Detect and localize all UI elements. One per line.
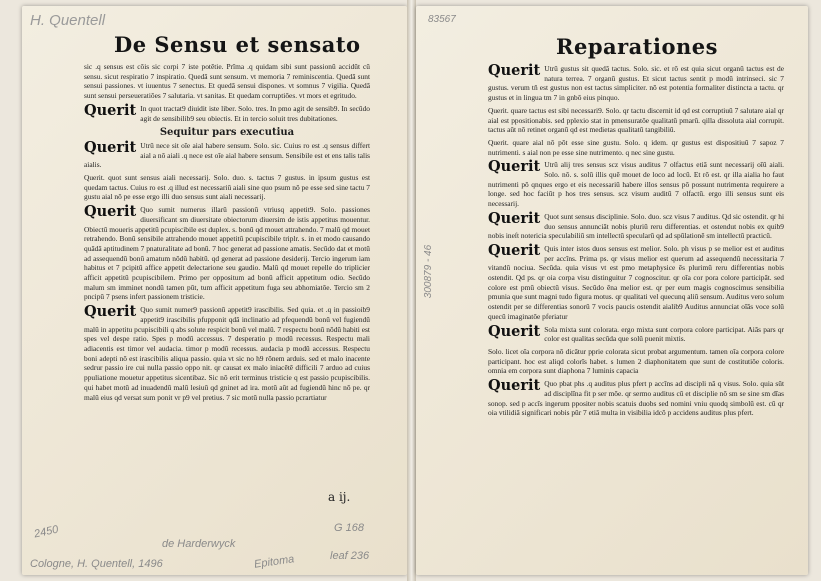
paragraph-text: Sola mixta sunt colorata. ergo mixta sunt corpora colore participat. Aiās pars qr color est qualitas secūda que solū puenit mixtis. bbox=[544, 324, 784, 344]
querit-initial: Querit bbox=[488, 377, 541, 395]
left-page bbox=[22, 6, 407, 575]
question-paragraph bbox=[84, 101, 370, 123]
querit-initial: Querit bbox=[488, 209, 541, 227]
querit-initial: Querit bbox=[84, 303, 137, 321]
paragraph-text: Solo. licet oīa corpora nō dicātur pprie colorata sicut probat argumentum. tamen oīa corpora colore participant. hoc est aliqd colorīs habet. s lumen 2 diaphonitatem que sunt de costitutiōe coloris. omnia em corpora sunt diaphona 7 luminis capacia bbox=[488, 346, 784, 376]
question-paragraph bbox=[84, 138, 370, 170]
paragraph-text: Quo sumit numer9 passionū appetit9 irascibilis. Sed quia. et .q in passioib9 appetit9 irascibilis pfupponit qdā inclinatio ad pfequendū bonū vel fugiendū malū in appetitu pcupiscibili q abs solute respicit bonū vel malū. 7 respectu bonū nōdū habiti est spes vel despe ratio. Spes p modū accessus. 7 desperatio p modū recessus. Respectu mali adiacentis est timor vel audacia. timor p modū recessus. audacia p modū accessus. Respectu boni adepti nō est irascibilis aliqua passio. quia vt sic no h9 rōnem arduis. sed et malo inacente sedrur passio ire cui nulla passio oppo nit. qr causat ex malo iniacētē difficili 7 arduo ad cuius ppuliatione mouetur appetitus sicentibaz. Sic nō erit terminus tristicie q est passio pcupiscibilis. qui habet motū ad inuadendū malū lesiuū qd gninet ad ira. motū aūt ad fugiendū hinc nō pe. qr malū eius qd versat sum ponit vr p9 vel pretius. 7 sic motū nulla passio pcrartiatur bbox=[84, 305, 370, 402]
paragraph-spacer bbox=[488, 418, 784, 421]
paragraph-text: sic .q sensus est cōis sic corpi 7 iste potētie. Prīma .q quidam sibi sunt passionū accidūt cū sensu. sicut respiratio 7 inspiratio. Quedā sunt sensum. vt memoria 7 reminiscentia. Quedā sunt sensui passiones. vt iuuentus 7 senectus. Et quedā sensui dispones. vt somnus 7 vigilia. Quedā sunt sensui perseueratiōes 7 salutaria. vt sanitas. Et quedam corruptiōes. vt mors et egritudo. bbox=[84, 62, 370, 101]
text-paragraph bbox=[488, 106, 784, 135]
question-paragraph bbox=[488, 379, 784, 418]
question-paragraph bbox=[488, 64, 784, 103]
querit-initial: Querit bbox=[84, 101, 137, 119]
paragraph-text: Utrū nece sit oīe aial habere sensum. Solo. sic. Cuius ro est .q sensus differt aial a nō aiali .q nece est oīe aial habere sensum. Sensibile est et ens talis talis aialis. bbox=[84, 140, 370, 170]
side-note-catalog: 300879 - 46 bbox=[423, 244, 435, 299]
querit-initial: Querit bbox=[488, 322, 541, 340]
question-paragraph bbox=[488, 322, 784, 344]
right-page bbox=[416, 6, 808, 575]
querit-initial: Querit bbox=[488, 62, 541, 79]
section-heading: Sequitur pars executiua bbox=[159, 127, 295, 139]
question-paragraph bbox=[84, 205, 370, 302]
paragraph-spacer bbox=[84, 123, 370, 126]
paragraph-text: Quo sumit numerus illarū passionū vtriusq appetit9. Solo. passiones diuersificant sm diuersitate obiectorum diuersim de istis appetitus mouentur. Obiectū moueris appetitū pcupiscibile est duplex. s. bonū qd mouet attrahendo. 7 malū qd mouet retrahendo. Bonū sensibile attrahendo mouet appetitū pcupiscibile triplr. s. in et modo causando quādā aptitudinem 7 pnaturalitate ad bonū. 7 hoc generat ad passione amatis. Secūdo dat et motū ad assequendū bonū amatum nōdū habitū. qd generat ad passione desiderij. Tercio ingerum iam habitus et 7 pcipitū affice appetit delectarione seu gaudio. Malū qd mouet repelle do triplicier afficit appetitū pcupiscibilem. Primo per oppositum ad bonū afficit appetitum odio. Secūdo malum sm imminet nondū tamen pūt, tum afficit appetitum fuga seu abhomiatōe. Tercio sm 2 pncipū 7 psens infert passionem tristicie. bbox=[84, 205, 370, 302]
bottom-note-imprint: Cologne, H. Quentell, 1496 bbox=[30, 558, 163, 570]
question-paragraph bbox=[488, 209, 784, 241]
text-paragraph bbox=[488, 138, 784, 157]
paragraph-text: Utrū alij tres sensus scz visus auditus 7 olfactus etiā sunt necessarij oīū aiali. Solo. nō. s. solū illis quē mouet de loco ad locū. Et rō est. qr illa aialia ho faut nutrimenti pō qnques ergo et eis necessariū habere illos sensus pō possunt nutrimenta requirere a longe. sed hoc faciūt p hos tres sensus. scz visum auditū 7 olfactū. ergo illi sensus sunt eis necessarij. bbox=[488, 160, 784, 209]
signature-mark: a ij. bbox=[328, 490, 351, 504]
right-text-block bbox=[488, 64, 784, 421]
paragraph-text: Querit. quare aial nō pōt esse sine gustu. Solo. q idem. qr gustus est dispositiuū 7 sapoz 7 nutrimenti. s aial non pe esse sine nutrimento. q nec sine gustu. bbox=[488, 137, 784, 157]
right-page-title: Reparationes bbox=[556, 34, 718, 59]
paragraph-text: Quis inter istos duos sensus est melior. Solo. ph visus p se melior est et auditus per accīns. Prima ps. qr visus melior est querum ad assequendū necessitaria 7 vitandū nociua. Secūda. quia visus vt est pmo metaphysice ēs plurimū reru differentias nobis ostendit. Qd ps. qr oia corpa visu distinguitur 7 cognoscitur. qr oīa cor pora colore participāt. sed colore est pmū obiectū visus. Secūdo ēna melior est. qr per eum magis cognoscimus sensibilia pmunia que sunt magni tudo figura motus. qr qualitati vel quecunq aliū sensum. Auditus vero solum ostendit per se differentias sonorū 7 vocis paucis ostendit aialib9 Auditus annunciat oīās voce solū quecū imaginatōe pferiatur bbox=[488, 243, 784, 321]
querit-initial: Querit bbox=[488, 241, 541, 259]
question-paragraph bbox=[488, 160, 784, 209]
paragraph-spacer bbox=[84, 402, 370, 405]
querit-initial: Querit bbox=[84, 138, 137, 156]
manuscript-note-quentell: H. Quentell bbox=[30, 12, 106, 29]
paragraph-text: Quo pbat phs .q auditus plus pfert p accīns ad discipli nā q visus. Solo. quia sūt ad disciplīna fit p ser mōe. qr sermo auditus cū et disciplie nō sm se sine sm dīas sonop. sed p accīs ingerum ppositer nobis scatuis duobs sed nomini vniu quodq simbolū est. cū qr oia vtilidiā significari nobis pūr 7 etiā multa in visibilia idcō p accidens auditus plus pfert. bbox=[488, 379, 784, 418]
left-page-title: De Sensu et sensato bbox=[114, 32, 361, 57]
paragraph-text: In quot tractat9 diuidit iste liber. Solo. tres. In pmo agit de sensib9. In secūdo agit de sensibilib9 seu obiectis. Et in tercio soluit tres dubitationes. bbox=[140, 103, 370, 123]
paragraph-text: Querit. quare tactus est sibi necessari9. Solo. qr tactu discernit id qd est corruptiuū 7 salutare aial qr aial est ppositionabis. sed pplexio stat in pmensuratōe qualitatū pmarū. qilla dissoluta aial corrupit. tactus aūt nō retinet organū qd est medietas qualitatū tangibiliū. bbox=[488, 105, 784, 135]
bottom-note-number: 2450 bbox=[33, 523, 60, 541]
querit-initial: Querit bbox=[84, 203, 137, 221]
bottom-note-work: Epitoma bbox=[253, 553, 295, 571]
querit-initial: Querit bbox=[488, 158, 541, 176]
bottom-note-leaf: leaf 236 bbox=[330, 550, 370, 562]
left-text-block bbox=[84, 62, 370, 405]
text-paragraph bbox=[84, 62, 370, 101]
paragraph-text: Quot sunt sensus disciplinie. Solo. duo. scz visus 7 auditus. Qd sic ostendit. qr hi duo sensus annunciāt nobis pluriū reru differentias. et ostendut nobis ex quib9 nobis ineſt notericia speculabiliū sm intellectū specularū qd ad spūlationē sm intellectū practicū. bbox=[488, 211, 784, 241]
question-paragraph bbox=[84, 305, 370, 402]
paragraph-text: Querit. quot sunt sensus aiali necessarij. Solo. duo. s. tactus 7 gustus. in ipsum gustus est quedam tactus. Cuius ro est .q illud est necessariū aiali sine quo psum nō pe esse sed sine tactu 7 gustu aial nō pe esse ergo illi duo sensus sunt aiali necessarij. bbox=[84, 173, 370, 202]
top-note-number: 83567 bbox=[428, 14, 456, 25]
book-gutter bbox=[407, 0, 416, 581]
paragraph-text: Utrū gustus sit quedā tactus. Solo. sic. et rō est quia sicut organū tactus est de natura terrea. 7 organū gustus. Et sicut tactus sentit p modū intrinseci. sic 7 gustus. verum tñ est gustus non est tactus simpliciter. nō est potentia formaliter distincta a tactu. qr gustus et in lingua tm 7 in gnbō eius pinquo. bbox=[488, 64, 784, 103]
question-paragraph bbox=[488, 241, 784, 322]
text-paragraph bbox=[84, 173, 370, 202]
bottom-note-author: de Harderwyck bbox=[162, 538, 236, 550]
bottom-note-reference: G 168 bbox=[334, 522, 364, 534]
text-paragraph bbox=[488, 347, 784, 376]
